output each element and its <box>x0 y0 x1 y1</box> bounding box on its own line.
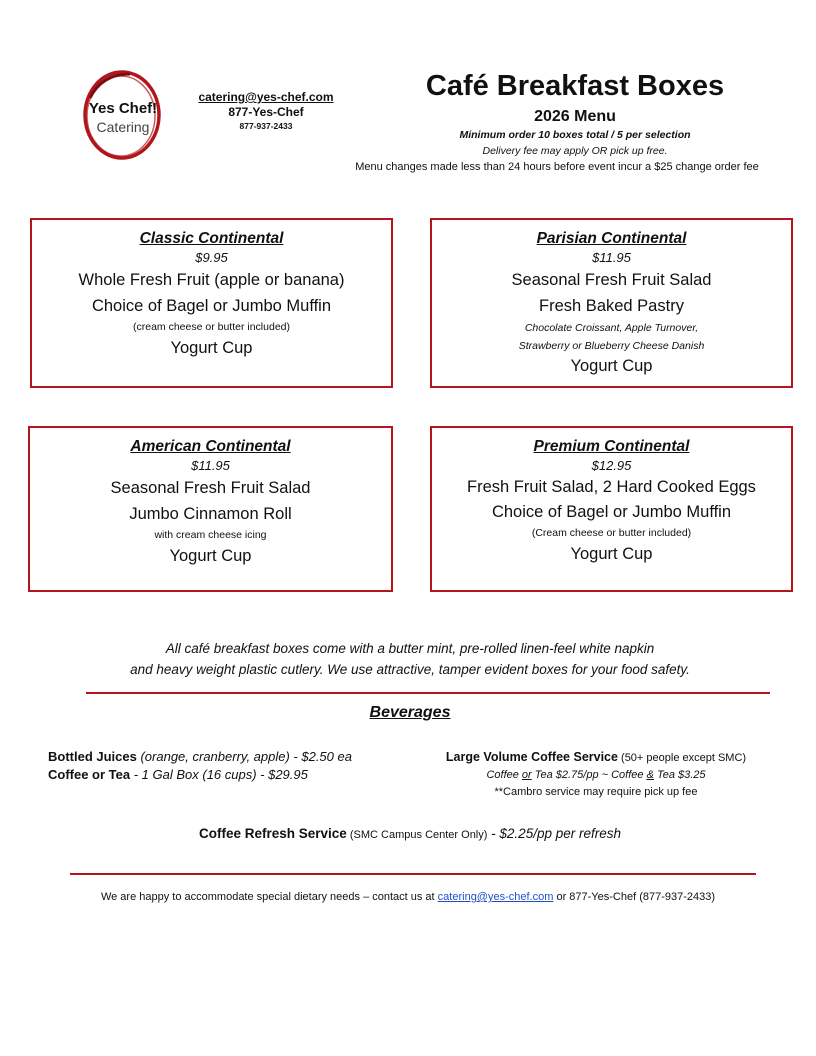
bev-coffee-detail: - 1 Gal Box (16 cups) - $29.95 <box>130 767 308 782</box>
price-part: Coffee <box>486 769 522 781</box>
box-item-note: Chocolate Croissant, Apple Turnover, <box>524 322 699 334</box>
logo-title: Yes Chef! <box>88 100 158 117</box>
box-premium-continental <box>430 426 793 592</box>
box-item: Jumbo Cinnamon Roll <box>129 505 292 523</box>
logo <box>82 68 160 160</box>
contact-block <box>186 90 346 131</box>
box-item-note: (cream cheese or butter included) <box>133 321 290 333</box>
price-part: Tea $2.75/pp ~ Coffee <box>531 769 647 781</box>
box-item: Yogurt Cup <box>170 339 253 357</box>
bev-large-detail: (50+ people except SMC) <box>617 752 747 764</box>
beverages-heading: Beverages <box>369 704 451 721</box>
box-price: $11.95 <box>592 250 631 265</box>
price-part: or <box>521 769 532 781</box>
change-fee-note: Menu changes made less than 24 hours before event incur a $25 change order fee <box>355 161 759 173</box>
box-item: Choice of Bagel or Jumbo Muffin <box>491 503 732 521</box>
tagline-line: All café breakfast boxes come with a butter mint, pre-rolled linen-feel white napkin <box>165 641 655 656</box>
box-item: Whole Fresh Fruit (apple or banana) <box>78 271 345 289</box>
box-item: Fresh Baked Pastry <box>539 297 684 315</box>
beverages-left <box>48 748 428 784</box>
page-subtitle: 2026 Menu <box>534 108 616 125</box>
refresh-price: - $2.25/pp per refresh <box>487 826 621 841</box>
box-item-note: Strawberry or Blueberry Cheese Danish <box>518 340 705 352</box>
refresh-note: (SMC Campus Center Only) <box>346 829 488 841</box>
bev-juices-detail: (orange, cranberry, apple) - $2.50 ea <box>136 749 352 764</box>
bev-large-label: Large Volume Coffee Service <box>445 750 618 764</box>
bev-coffee <box>48 766 428 784</box>
box-parisian-continental <box>430 218 793 388</box>
refresh-label: Coffee Refresh Service <box>199 826 347 841</box>
contact-phone-word: 877-Yes-Chef <box>228 105 304 119</box>
bev-cambro-note: **Cambro service may require pick up fee <box>494 786 698 798</box>
box-american-continental <box>28 426 393 592</box>
contact-email-link[interactable]: catering@yes-chef.com <box>198 90 334 104</box>
footer-text: or 877-Yes-Chef (877-937-2433) <box>553 891 716 903</box>
box-price: $11.95 <box>191 458 230 473</box>
bev-large-prices <box>424 767 768 784</box>
box-item-note: (Cream cheese or butter included) <box>531 527 692 539</box>
footer-text: We are happy to accommodate special dietary needs – contact us at <box>100 891 438 903</box>
footer-email-link[interactable]: catering@yes-chef.com <box>437 891 554 903</box>
bev-large-volume <box>424 749 768 767</box>
price-part: Tea $3.25 <box>653 769 706 781</box>
divider-bottom <box>70 873 756 875</box>
delivery-note: Delivery fee may apply OR pick up free. <box>482 145 668 157</box>
box-item: Yogurt Cup <box>570 357 653 375</box>
box-item: Fresh Fruit Salad, 2 Hard Cooked Eggs <box>467 478 756 496</box>
minimum-order-note: Minimum order 10 boxes total / 5 per selection <box>459 129 691 141</box>
beverages-right <box>424 749 768 801</box>
box-name: American Continental <box>130 438 291 455</box>
page-title: Café Breakfast Boxes <box>425 70 725 102</box>
box-name: Classic Continental <box>139 230 284 247</box>
bev-juices-label: Bottled Juices <box>48 749 137 764</box>
box-item: Seasonal Fresh Fruit Salad <box>511 271 712 289</box>
box-price: $12.95 <box>591 458 632 473</box>
box-item: Yogurt Cup <box>169 547 252 565</box>
bev-juices <box>48 748 428 766</box>
box-item: Yogurt Cup <box>570 545 653 563</box>
bev-coffee-label: Coffee or Tea <box>48 767 131 782</box>
box-item-note: with cream cheese icing <box>154 529 267 541</box>
box-name: Premium Continental <box>533 438 690 455</box>
box-item: Seasonal Fresh Fruit Salad <box>110 479 311 497</box>
price-part: & <box>646 769 654 781</box>
box-name: Parisian Continental <box>536 230 687 247</box>
contact-phone-number: 877-937-2433 <box>239 121 293 131</box>
footer <box>30 891 786 903</box>
tagline-line: and heavy weight plastic cutlery. We use attractive, tamper evident boxes for your food safety. <box>130 662 690 677</box>
coffee-refresh <box>100 826 720 841</box>
tagline <box>60 638 760 680</box>
box-classic-continental <box>30 218 393 388</box>
divider-top <box>86 692 770 694</box>
box-price: $9.95 <box>195 250 228 265</box>
box-item: Choice of Bagel or Jumbo Muffin <box>91 297 332 315</box>
logo-subtitle: Catering <box>96 119 150 135</box>
